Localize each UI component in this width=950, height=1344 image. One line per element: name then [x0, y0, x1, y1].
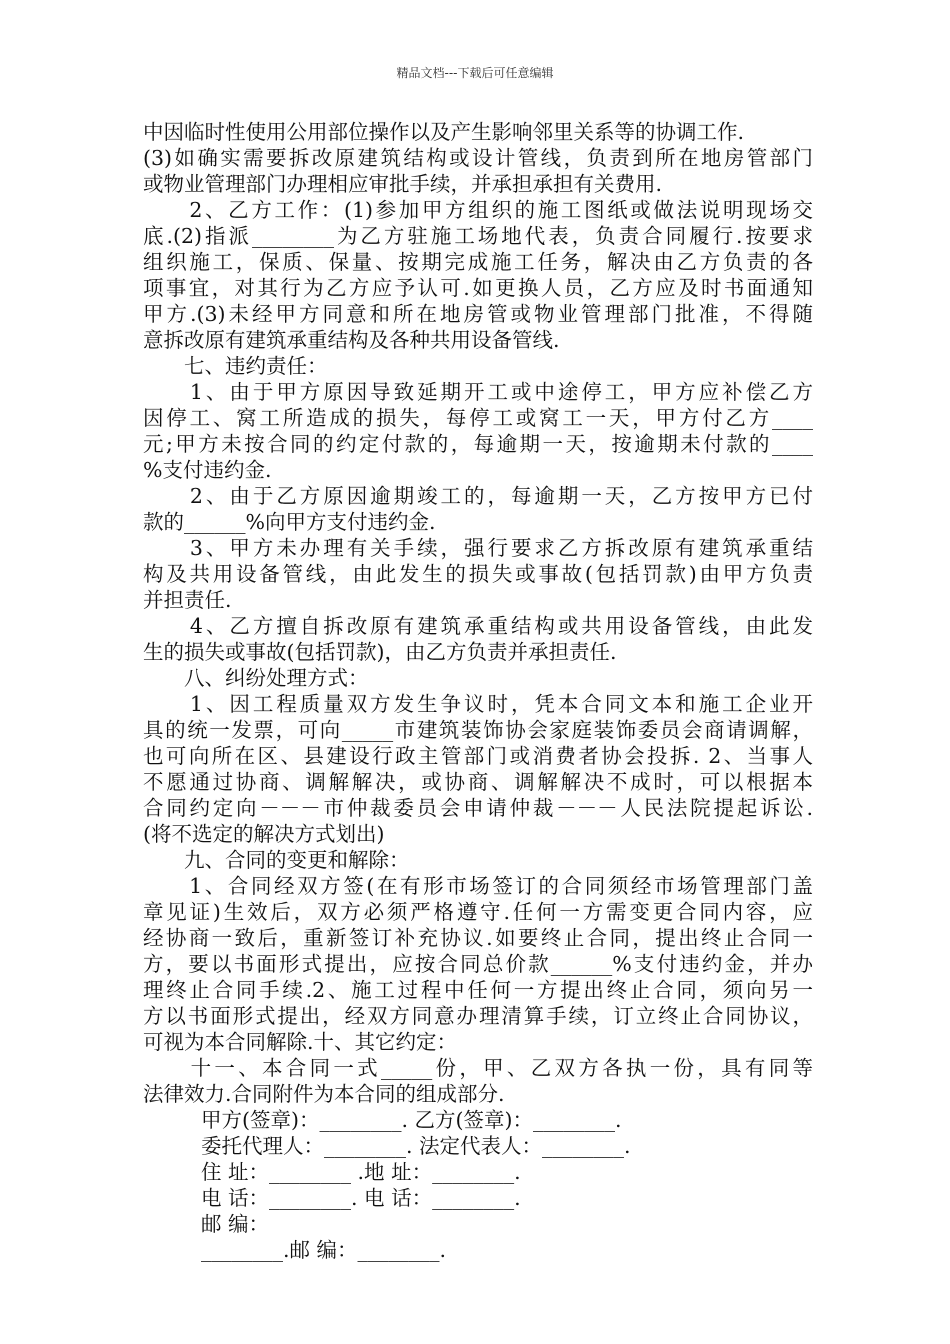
text-line: 理终止合同手续.2、施工过程中任何一方提出终止合同，须向另一: [143, 978, 813, 1002]
text-line: 也可向所在区、县建设行政主管部门或消费者协会投拆. 2、当事人: [143, 744, 813, 768]
contract-body: [143, 119, 813, 1263]
text-line: 2、由于乙方原因逾期竣工的，每逾期一天，乙方按甲方已付: [143, 484, 813, 508]
text-line: 1、由于甲方原因导致延期开工或中途停工，甲方应补偿乙方: [143, 380, 813, 404]
text-line: 或物业管理部门办理相应审批手续，并承担承担有关费用.: [143, 172, 663, 196]
text-line: 章见证)生效后，双方必须严格遵守.任何一方需变更合同内容，应: [143, 900, 813, 924]
text-line: %支付违约金.: [143, 458, 272, 482]
text-line: 生的损失或事故(包括罚款)，由乙方负责并承担责任.: [143, 640, 617, 664]
text-line: (3)如确实需要拆改原建筑结构或设计管线，负责到所在地房管部门: [143, 146, 813, 170]
text-line: 1、因工程质量双方发生争议时，凭本合同文本和施工企业开: [143, 692, 813, 716]
text-line: 合同约定向－－－市仲裁委员会申请仲裁－－－人民法院提起诉讼.: [143, 796, 813, 820]
text-line: 底.(2)指派________为乙方驻施工场地代表，负责合同履行.按要求: [143, 224, 813, 248]
text-line: 并担责任.: [143, 588, 232, 612]
text-line: 甲方.(3)未经甲方同意和所在地房管或物业管理部门批准，不得随: [143, 302, 813, 326]
signature-line: 甲方(签章)：________. 乙方(签章)：________.: [201, 1108, 622, 1132]
signature-line: 电 话：________. 电 话：________.: [201, 1186, 521, 1210]
section-heading: 八、纠纷处理方式：: [143, 666, 369, 690]
text-line: 4、乙方擅自拆改原有建筑承重结构或共用设备管线，由此发: [143, 614, 813, 638]
section-heading: 七、违约责任：: [143, 354, 328, 378]
text-line: 因停工、窝工所造成的损失，每停工或窝工一天，甲方付乙方____: [143, 406, 813, 430]
text-line: 不愿通过协商、调解解决，或协商、调解解决不成时，可以根据本: [143, 770, 813, 794]
text-line: 组织施工，保质、保量、按期完成施工任务，解决由乙方负责的各: [143, 250, 813, 274]
text-line: (将不选定的解决方式划出): [143, 822, 385, 846]
signature-line: 邮 编：: [201, 1212, 270, 1236]
text-line: 款的______%向甲方支付违约金.: [143, 510, 436, 534]
text-line: 2、乙方工作：(1)参加甲方组织的施工图纸或做法说明现场交: [143, 198, 813, 222]
text-line: 可视为本合同解除.十、其它约定：: [143, 1030, 458, 1054]
text-line: 元;甲方未按合同的约定付款的，每逾期一天，按逾期未付款的____: [143, 432, 813, 456]
text-line: 方以书面形式提出，经双方同意办理清算手续，订立终止合同协议，: [143, 1004, 813, 1028]
section-heading: 九、合同的变更和解除：: [143, 848, 410, 872]
text-line: 1、合同经双方签(在有形市场签订的合同须经市场管理部门盖: [143, 874, 813, 898]
text-line: 项事宜，对其行为乙方应予认可.如更换人员，乙方应及时书面通知: [143, 276, 813, 300]
text-line: 经协商一致后，重新签订补充协议.如要终止合同，提出终止合同一: [143, 926, 813, 950]
page-header: 精品文档---下载后可任意编辑: [396, 66, 554, 80]
signature-line: 委托代理人：________. 法定代表人：________.: [201, 1134, 631, 1158]
text-line: 意拆改原有建筑承重结构及各种共用设备管线.: [143, 328, 560, 352]
text-line: 3、甲方未办理有关手续，强行要求乙方拆改原有建筑承重结: [143, 536, 813, 560]
text-line: 十一、本合同一式_____份，甲、乙双方各执一份，具有同等: [143, 1056, 813, 1080]
signature-line: 住 址：________ .地 址：________.: [201, 1160, 521, 1184]
signature-line: ________.邮 编：________.: [201, 1238, 447, 1262]
text-line: 具的统一发票，可向_____市建筑装饰协会家庭装饰委员会商请调解，: [143, 718, 813, 742]
text-line: 中因临时性使用公用部位操作以及产生影响邻里关系等的协调工作.: [143, 120, 745, 144]
text-line: 构及共用设备管线，由此发生的损失或事故(包括罚款)由甲方负责: [143, 562, 813, 586]
text-line: 方，要以书面形式提出，应按合同总价款______%支付违约金，并办: [143, 952, 813, 976]
text-line: 法律效力.合同附件为本合同的组成部分.: [143, 1082, 505, 1106]
